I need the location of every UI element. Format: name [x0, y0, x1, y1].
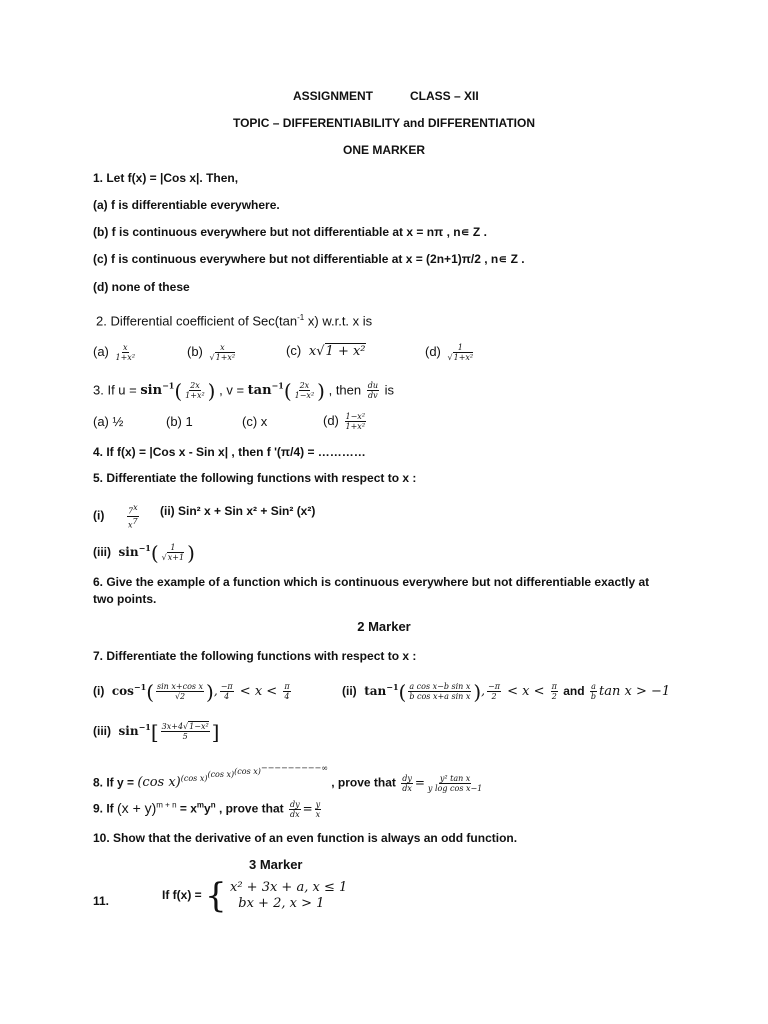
q3-then: , then — [328, 382, 365, 398]
q7-i-expr: $\cos^{-1}$ — [107, 682, 147, 698]
q7-iii-expr: $\sin^{-1}$ — [114, 722, 151, 738]
q3-option-a: (a) ½ — [93, 414, 124, 429]
q5-item-iii: (iii) $\sin^{-1}$( $\frac{1}{√x+1}$ ) — [93, 540, 195, 565]
q7-i-label: (i) — [93, 684, 105, 698]
q2-option-d-expr: $\frac{1}{\text{√1+x²}}$ — [447, 343, 474, 362]
q8-prove: , prove that — [331, 775, 400, 790]
q2-b-label: (b) — [187, 343, 203, 359]
q5-stem: 5. Differentiate the following functions with respect to x : — [93, 471, 417, 485]
q11-brace: { — [205, 876, 227, 916]
q1-option-a: (a) f is differentiable everywhere. — [93, 198, 280, 212]
q9-prove: , prove that — [218, 801, 287, 816]
section-one-marker: ONE MARKER — [342, 143, 425, 157]
q5-item-i — [93, 503, 141, 529]
q8-result: $\frac{\text{y² tan x}}{\text{y log cos x−1}}$ — [427, 773, 483, 793]
q3-v-expr: $\tan^{-1}$ — [247, 381, 284, 399]
q8-text: 8. If y = (cos x)$^{(cos x)^{(cos x)^{(cos x)^{---------\infty}}}}$ , prove that $\frac{dy}{dx}$ = $\frac{\text{y² tan x}}{\text{y log cos x−1}}$ — [93, 763, 483, 793]
q2-stem-sup: -1 — [297, 313, 305, 322]
q8-y-expr: (cos x)$^{(cos x)^{(cos x)^{(cos x)^{---------\infty}}}}$ — [137, 763, 328, 791]
q5-i-expr: $\frac{7^x}{x^7}$ — [128, 503, 138, 530]
q1-option-c: (c) f is continuous everywhere but not differentiable at x = (2n+1)π/2 , n∊ Z . — [93, 252, 525, 266]
q3-d-label: (d) — [323, 412, 339, 428]
q7-ii-expr: $\tan^{-1}$ — [360, 682, 399, 698]
q2-option-d — [425, 343, 476, 362]
q3-option-d-expr: $\frac{\text{1−x²}}{\text{1+x²}}$ — [345, 412, 366, 431]
q3-v-part: , v = — [219, 382, 248, 398]
q1-stem: 1. Let f(x) = |Cos x|. Then, — [93, 171, 239, 185]
q11-cases: x² + 3x + a, x ≤ 1 bx + 2, x > 1 — [230, 880, 348, 911]
section-three-marker: 3 Marker — [249, 857, 303, 872]
q5-iii-label: (iii) — [93, 545, 111, 559]
q3-is: is — [384, 382, 395, 398]
q2-option-a-expr: $\frac{x}{\text{1+x²}}$ — [115, 343, 136, 362]
q3-du-dv: $\frac{du}{dv}$ — [367, 381, 379, 401]
q6-line1: 6. Give the example of a function which is continuous everywhere but not differentiable exactly at — [93, 575, 650, 589]
q1-option-b: (b) f is continuous everywhere but not differentiable at x = nπ , n∊ Z . — [93, 225, 487, 239]
q2-option-b-expr: $\frac{x}{\text{√1+x²}}$ — [209, 343, 236, 362]
q8-lead: 8. If y = — [93, 775, 138, 790]
q2-option-c-expr: x√1 + x² — [304, 344, 366, 359]
q7-and: and — [563, 684, 585, 698]
q11-num: 11. — [93, 894, 110, 908]
q9-lead: 9. If — [93, 801, 118, 816]
q2-option-b — [187, 343, 238, 362]
q2-option-c — [286, 343, 366, 360]
q6-line2: two points. — [93, 592, 157, 606]
q4-text: 4. If f(x) = |Cos x - Sin x| , then f '(π/4) = ………… — [93, 445, 366, 459]
q2-options — [93, 343, 138, 362]
q9-dydx: $\frac{dy}{dx}$ — [289, 799, 300, 819]
q5-iii-expr: $\sin^{-1}$ — [114, 543, 151, 559]
q11-text — [162, 876, 348, 916]
q5-i-label: (i) — [93, 508, 105, 523]
q9-expr: $(x + y)^{m + n}$ — [117, 799, 177, 816]
q2-stem — [96, 310, 372, 329]
q3-num: 3. If u = — [93, 382, 141, 398]
q5-item-ii: (ii) Sin² x + Sin x² + Sin² (x²) — [160, 504, 316, 518]
q3-option-d — [323, 412, 368, 431]
q9-text: 9. If $(x + y)^{m + n} = x^my^n$ , prove that $\frac{dy}{dx}$ = $\frac{y}{x}$ — [93, 799, 321, 819]
q3-stem: 3. If $u = \sin^{-1}$( $\frac{2x}{\text{1+x²}}$ ) , $v = \tan^{-1}$( $\frac{2x}{\text{1−x²}}$ ) , then $\frac{du}{dv}$ is — [93, 378, 395, 403]
q9-mid: = x — [179, 801, 197, 816]
q3-u-expr: $\sin^{-1}$ — [140, 381, 175, 399]
q7-stem: 7. Differentiate the following functions with respect to x : — [93, 649, 417, 663]
q9-result: $\frac{y}{x}$ — [315, 799, 321, 819]
topic-heading: TOPIC – DIFFERENTIABILITY and DIFFERENTIATION — [232, 116, 535, 130]
q2-stem-post: x) w.r.t. x is — [304, 313, 373, 329]
q10-text: 10. Show that the derivative of an even function is always an odd function. — [93, 831, 518, 845]
q2-c-label: (c) — [286, 343, 302, 358]
assignment-title: ASSIGNMENT — [293, 89, 374, 103]
q7-item-iii: (iii) $\sin^{-1}$[ $\frac{\text{3x+4√1−x²}}{5}$ ] — [93, 719, 220, 744]
q3-option-c: (c) x — [242, 414, 268, 429]
q2-stem-pre: 2. Differential coefficient of Sec(tan — [96, 313, 298, 329]
q7-item-i: (i) $\cos^{-1}$( $\frac{\text{sin x+cos x}}{√2}$ ), $\frac{-\pi}{4}$ < x < $\frac{\pi}{4}$ — [93, 679, 290, 704]
q2-a-label: (a) — [93, 343, 109, 359]
q1-option-d: (d) none of these — [93, 280, 190, 294]
q11-lead: If f(x) = — [162, 888, 202, 903]
section-two-marker: 2 Marker — [357, 619, 411, 634]
q2-d-label: (d) — [425, 343, 441, 359]
class-label: CLASS – XII — [410, 89, 479, 103]
q7-iii-label: (iii) — [93, 724, 111, 738]
q7-ii-label: (ii) — [342, 684, 357, 698]
q8-dydx: $\frac{dy}{dx}$ — [402, 773, 412, 793]
q7-item-ii: (ii) $\tan^{-1}$( $\frac{\text{a cos x−b sin x}}{\text{b cos x+a sin x}}$ ), $\frac{-\pi}{2}$ < x < $\frac{\pi}{2}$ and $\frac{a}{b}$ tan x > −1 — [342, 679, 671, 704]
q3-option-b: (b) 1 — [166, 414, 193, 429]
